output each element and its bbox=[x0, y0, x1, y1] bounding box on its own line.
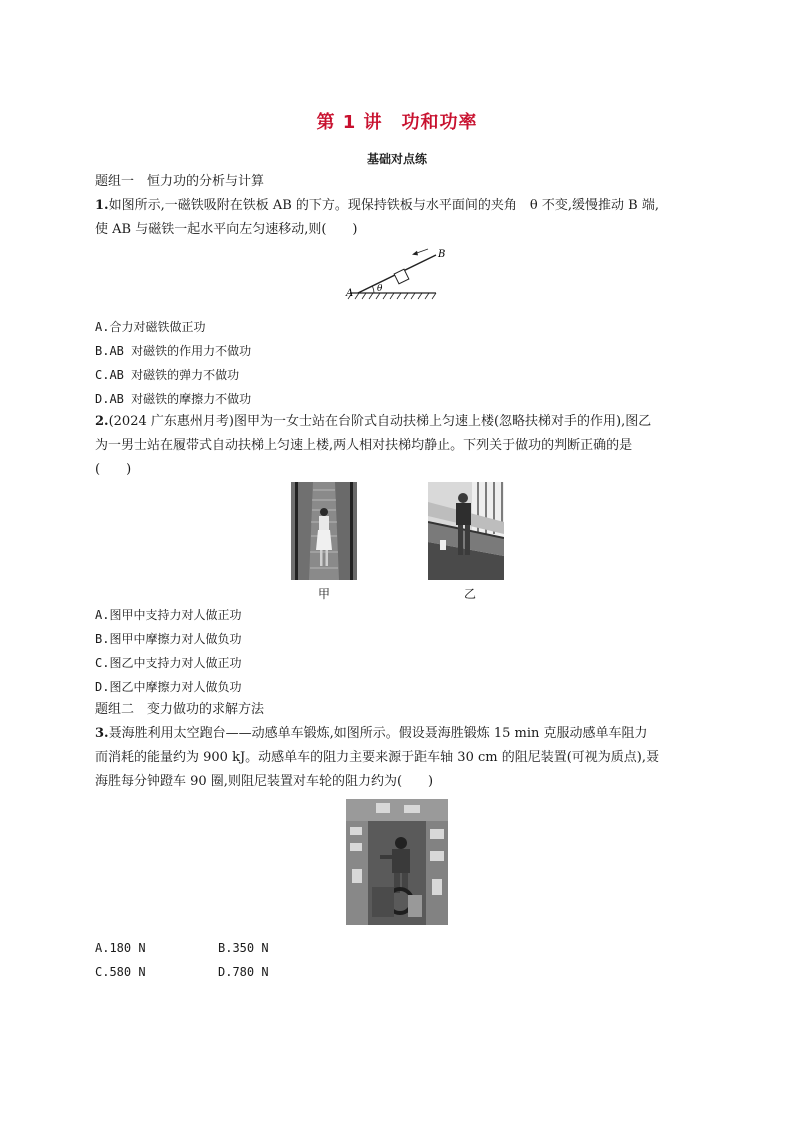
question-2-line-2: 为一男士站在履带式自动扶梯上匀速上楼,两人相对扶梯均静止。下列关于做功的判断正确的是 bbox=[95, 438, 633, 453]
question-text: 如图所示,一磁铁吸附在铁板 AB 的下方。现保持铁板与水平面间的夹角 θ 不变,缓慢推动 B 端, bbox=[108, 198, 659, 213]
question-number: 2. bbox=[95, 414, 109, 429]
question-3-line-1 bbox=[95, 726, 648, 742]
caption-jia: 甲 bbox=[318, 587, 331, 601]
question-number: 1. bbox=[95, 198, 109, 213]
question-2-line-3: ( ) bbox=[95, 462, 132, 477]
question-2-line-1 bbox=[95, 414, 651, 430]
q3-option-d: D.780 N bbox=[218, 965, 269, 979]
question-1-line-2: 使 AB 与磁铁一起水平向左匀速移动,则( ) bbox=[95, 222, 358, 237]
question-text: (2024 广东惠州月考)图甲为一女士站在台阶式自动扶梯上匀速上楼(忽略扶梯对手的作用),图乙 bbox=[108, 414, 652, 429]
q1-option-c: C.AB 对磁铁的弹力不做功 bbox=[95, 368, 240, 382]
q3-option-a: A.180 N bbox=[95, 941, 146, 955]
question-text: 聂海胜利用太空跑台——动感单车锻炼,如图所示。假设聂海胜锻炼 15 min 克服动感单车阻力 bbox=[108, 726, 648, 741]
q2-option-b: B.图甲中摩擦力对人做负功 bbox=[95, 632, 242, 646]
group-heading-2: 题组二 变力做功的求解方法 bbox=[95, 702, 265, 717]
q1-option-b: B.AB 对磁铁的作用力不做功 bbox=[95, 344, 252, 358]
group-heading-1: 题组一 恒力功的分析与计算 bbox=[95, 174, 265, 189]
question-number: 3. bbox=[95, 726, 109, 741]
q2-option-c: C.图乙中支持力对人做正功 bbox=[95, 656, 242, 670]
q2-option-d: D.图乙中摩擦力对人做负功 bbox=[95, 680, 242, 694]
page-title: 第 1 讲 功和功率 bbox=[316, 112, 478, 133]
label-theta: θ bbox=[377, 284, 383, 294]
q3-option-b: B.350 N bbox=[218, 941, 269, 955]
space-bike-photo bbox=[346, 799, 448, 925]
question-3-line-3: 海胜每分钟蹬车 90 圈,则阻尼装置对车轮的阻力约为( ) bbox=[95, 774, 434, 789]
question-3-line-2: 而消耗的能量约为 900 kJ。动感单车的阻力主要来源于距车轴 30 cm 的阻尼装置(可视为质点),聂 bbox=[95, 750, 659, 765]
magnet-block bbox=[394, 269, 409, 284]
label-b: B bbox=[438, 249, 446, 260]
q1-option-a: A.合力对磁铁做正功 bbox=[95, 320, 206, 334]
incline-magnet-figure bbox=[340, 246, 450, 302]
caption-yi: 乙 bbox=[464, 587, 477, 601]
push-arrow-head bbox=[412, 251, 418, 256]
question-1-line-1 bbox=[95, 198, 659, 214]
ground-hatching bbox=[348, 293, 436, 299]
walkway-photo-yi bbox=[428, 482, 504, 580]
section-subtitle: 基础对点练 bbox=[366, 152, 427, 166]
q1-option-d: D.AB 对磁铁的摩擦力不做功 bbox=[95, 392, 252, 406]
label-a: A bbox=[346, 288, 354, 299]
angle-arc bbox=[372, 286, 374, 293]
escalator-photo-jia bbox=[291, 482, 357, 580]
q2-option-a: A.图甲中支持力对人做正功 bbox=[95, 608, 242, 622]
q3-option-c: C.580 N bbox=[95, 965, 146, 979]
